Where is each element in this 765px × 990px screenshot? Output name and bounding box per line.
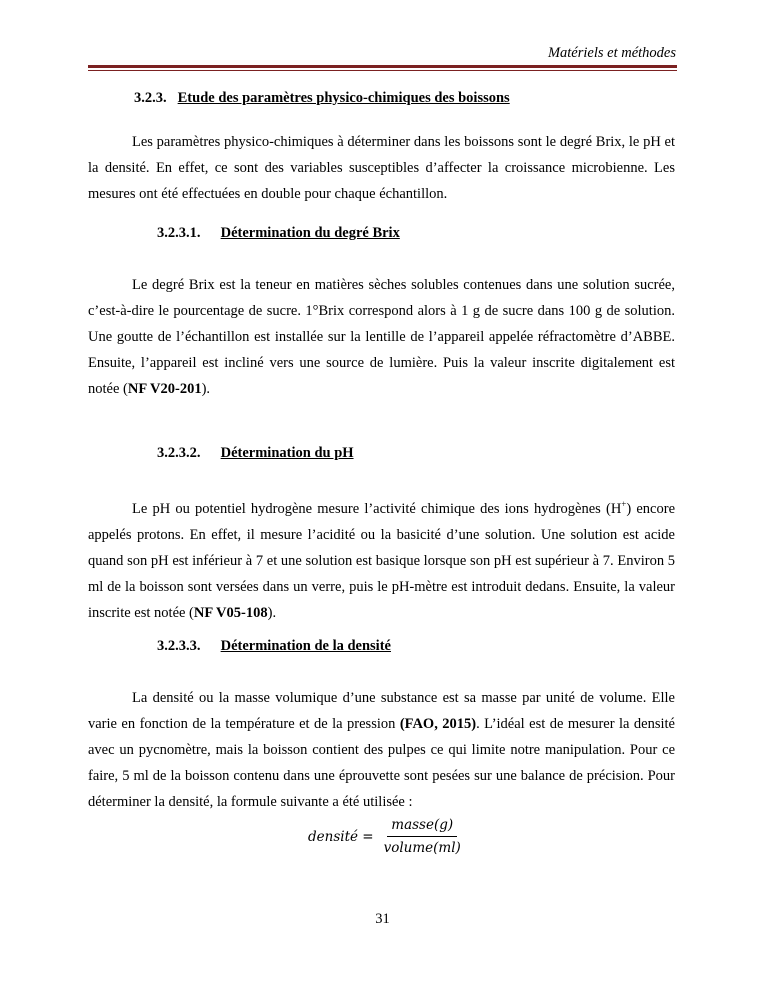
ph-superscript: +	[621, 499, 627, 509]
header-rule-thick	[88, 65, 677, 68]
header-rule-thin	[88, 70, 677, 71]
brix-text: Le degré Brix est la teneur en matières sèches solubles contenues dans une solution sucrée, c’est-à-dire le pourcentage de sucre. 1°Brix correspond alors à 1 g de sucre dans 100 g de solution. Une goutte de l’échantillon est installée sur la lentille de l’appareil appelée réfractomètre d’ABBE. Ensuite, l’appareil est incliné vers une source de lumière. Puis la valeur inscrite digitalement est notée (	[88, 277, 675, 397]
subsection-title: Détermination du pH	[220, 445, 354, 461]
densite-paragraph	[88, 685, 675, 815]
formula-denominator: volume(ml)	[383, 840, 461, 856]
page-number: 31	[375, 911, 390, 927]
subsection-heading-ph	[157, 445, 354, 462]
formula-lhs: densité =	[308, 828, 374, 845]
subsection-heading-densite	[157, 638, 391, 655]
densite-text-b: . L’idéal est de mesurer la densité avec un pycnomètre, mais la boisson contient des pulpes ce qui limite notre manipulation. Pour ce faire, 5 ml de la boisson contenu dans une éprouvette sont pesées sur une balance de précision. Pour déterminer la densité, la formule suivante a été utilisée :	[88, 716, 675, 810]
ph-text-a: Le pH ou potentiel hydrogène mesure l’activité chimique des ions hydrogènes (H	[132, 500, 622, 517]
subsection-number: 3.2.3.2.	[157, 445, 201, 461]
ph-reference: NF V05-108	[193, 604, 268, 621]
subsection-number: 3.2.3.3.	[157, 638, 201, 654]
subsection-title: Détermination de la densité	[220, 638, 391, 654]
brix-paragraph	[88, 272, 675, 402]
subsection-heading-brix	[157, 225, 400, 242]
formula-numerator: masse(g)	[387, 816, 457, 837]
densite-reference: (FAO, 2015)	[399, 716, 477, 732]
section-title: Etude des paramètres physico-chimiques des boissons	[177, 90, 510, 106]
running-header: Matériels et méthodes	[547, 45, 676, 61]
subsection-number: 3.2.3.1.	[157, 225, 201, 241]
ph-text-b: ) encore appelés protons. En effet, il mesure l’acidité ou la basicité d’une solution. Une solution est acide quand son pH est inférieur à 7 et une solution est basique lorsque son pH est supérieur à 7. Environ 5 ml de la boisson sont versées dans un verre, puis le pH-mètre est introduit dedans. Ensuite, la valeur inscrite est notée (	[88, 500, 676, 621]
section-number: 3.2.3.	[134, 90, 167, 106]
density-formula	[308, 816, 465, 857]
section-heading	[134, 90, 510, 107]
formula-fraction	[380, 816, 465, 857]
section-intro-paragraph: Les paramètres physico-chimiques à déterminer dans les boissons sont le degré Brix, le pH et la densité. En effet, ce sont des variables susceptibles d’affecter la croissance microbienne. Les mesures ont été effectuées en double pour chaque échantillon.	[88, 134, 675, 202]
ph-text-end: ).	[267, 604, 277, 621]
subsection-title: Détermination du degré Brix	[220, 225, 400, 241]
densite-text-a: La densité ou la masse volumique d’une substance est sa masse par unité de volume. Elle varie en fonction de la température et de la pression	[88, 690, 675, 732]
ph-paragraph	[88, 491, 675, 626]
brix-text-end: ).	[201, 381, 211, 397]
brix-reference: NF V20-201	[127, 381, 202, 397]
